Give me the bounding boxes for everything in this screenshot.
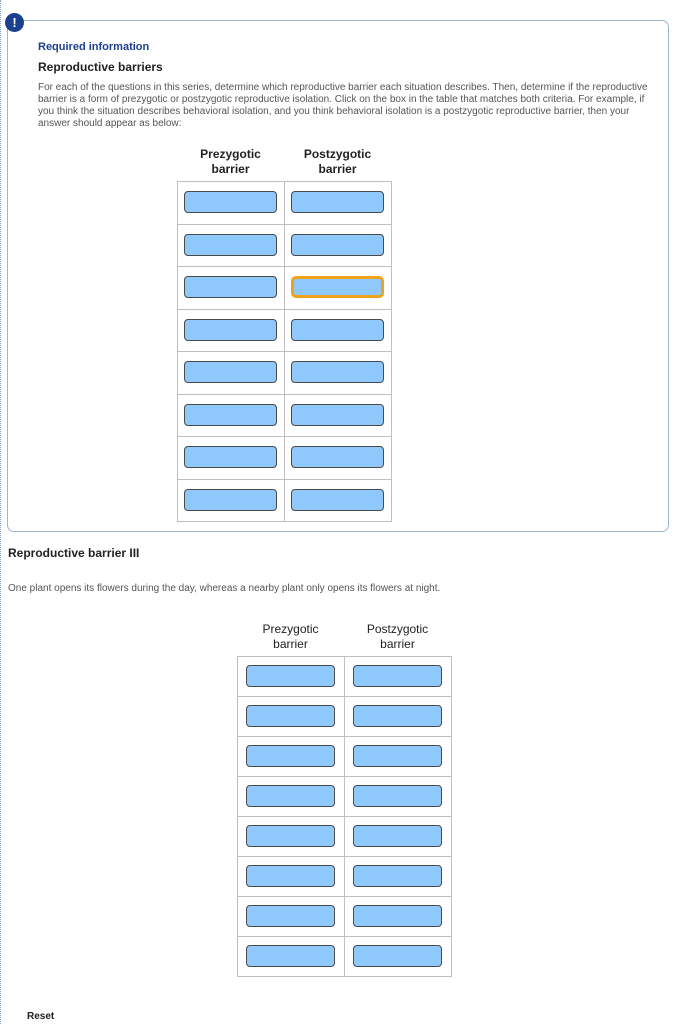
answer-box-mechanical-isolation-prezygotic xyxy=(184,319,277,341)
answer-box-mechanical-isolation-prezygotic[interactable] xyxy=(246,785,335,807)
answer-box-hybrid-inviability-postzygotic xyxy=(291,404,384,426)
reset-button[interactable]: Reset xyxy=(27,1011,55,1022)
column-header-postzygotic-barrier: Postzygotic barrier xyxy=(303,147,372,176)
answer-box-hybrid-infertility-prezygotic[interactable] xyxy=(246,905,335,927)
info-instructions: For each of the questions in this series, determine which reproductive barrier each situation describes. Then, determine if the reproductive barrier is a form of prezygotic or postzygotic reproductive isolation. Click on the box in the table that matches both criteria. For example, if you think the situation describes behavioral isolation, and you think behavioral isolation is a postzygotic reproductive barrier, then your answer should appear as below: xyxy=(38,82,648,129)
answer-box-temporal-isolation-postzygotic[interactable] xyxy=(353,705,442,727)
answer-box-hybrid-breakdown-postzygotic xyxy=(291,489,384,511)
answer-box-habitat-isolation-prezygotic[interactable] xyxy=(246,665,335,687)
section-title: Reproductive barrier III xyxy=(8,546,140,560)
answer-box-behavioral-isolation-postzygotic xyxy=(291,276,384,298)
answer-box-behavioral-isolation-prezygotic[interactable] xyxy=(246,745,335,767)
answer-box-hybrid-infertility-postzygotic xyxy=(291,446,384,468)
answer-box-habitat-isolation-postzygotic[interactable] xyxy=(353,665,442,687)
answer-box-hybrid-infertility-prezygotic xyxy=(184,446,277,468)
answer-box-behavioral-isolation-postzygotic[interactable] xyxy=(353,745,442,767)
required-info-panel xyxy=(7,20,669,532)
answer-box-gametic-isolation-prezygotic xyxy=(184,361,277,383)
alert-icon: ! xyxy=(5,13,24,32)
column-header-postzygotic-barrier: Postzygotic barrier xyxy=(366,622,429,651)
answer-box-temporal-isolation-postzygotic xyxy=(291,234,384,256)
question-text: One plant opens its flowers during the day, whereas a nearby plant only opens its flowers at night. xyxy=(8,583,441,594)
answer-box-gametic-isolation-postzygotic[interactable] xyxy=(353,825,442,847)
answer-box-hybrid-inviability-prezygotic xyxy=(184,404,277,426)
info-title: Required information xyxy=(38,41,150,53)
answer-box-hybrid-infertility-postzygotic[interactable] xyxy=(353,905,442,927)
answer-box-gametic-isolation-prezygotic[interactable] xyxy=(246,825,335,847)
info-subtitle: Reproductive barriers xyxy=(38,60,163,74)
column-header-prezygotic-barrier: Prezygotic barrier xyxy=(200,147,261,176)
answer-box-temporal-isolation-prezygotic[interactable] xyxy=(246,705,335,727)
answer-box-habitat-isolation-prezygotic xyxy=(184,191,277,213)
answer-box-hybrid-breakdown-prezygotic xyxy=(184,489,277,511)
answer-box-behavioral-isolation-prezygotic xyxy=(184,276,277,298)
answer-box-hybrid-breakdown-postzygotic[interactable] xyxy=(353,945,442,967)
answer-box-habitat-isolation-postzygotic xyxy=(291,191,384,213)
left-border xyxy=(0,0,1,1024)
answer-box-hybrid-breakdown-prezygotic[interactable] xyxy=(246,945,335,967)
answer-box-temporal-isolation-prezygotic xyxy=(184,234,277,256)
answer-box-mechanical-isolation-postzygotic xyxy=(291,319,384,341)
answer-box-hybrid-inviability-prezygotic[interactable] xyxy=(246,865,335,887)
answer-box-hybrid-inviability-postzygotic[interactable] xyxy=(353,865,442,887)
answer-box-mechanical-isolation-postzygotic[interactable] xyxy=(353,785,442,807)
answer-box-gametic-isolation-postzygotic xyxy=(291,361,384,383)
column-header-prezygotic-barrier: Prezygotic barrier xyxy=(262,622,319,651)
